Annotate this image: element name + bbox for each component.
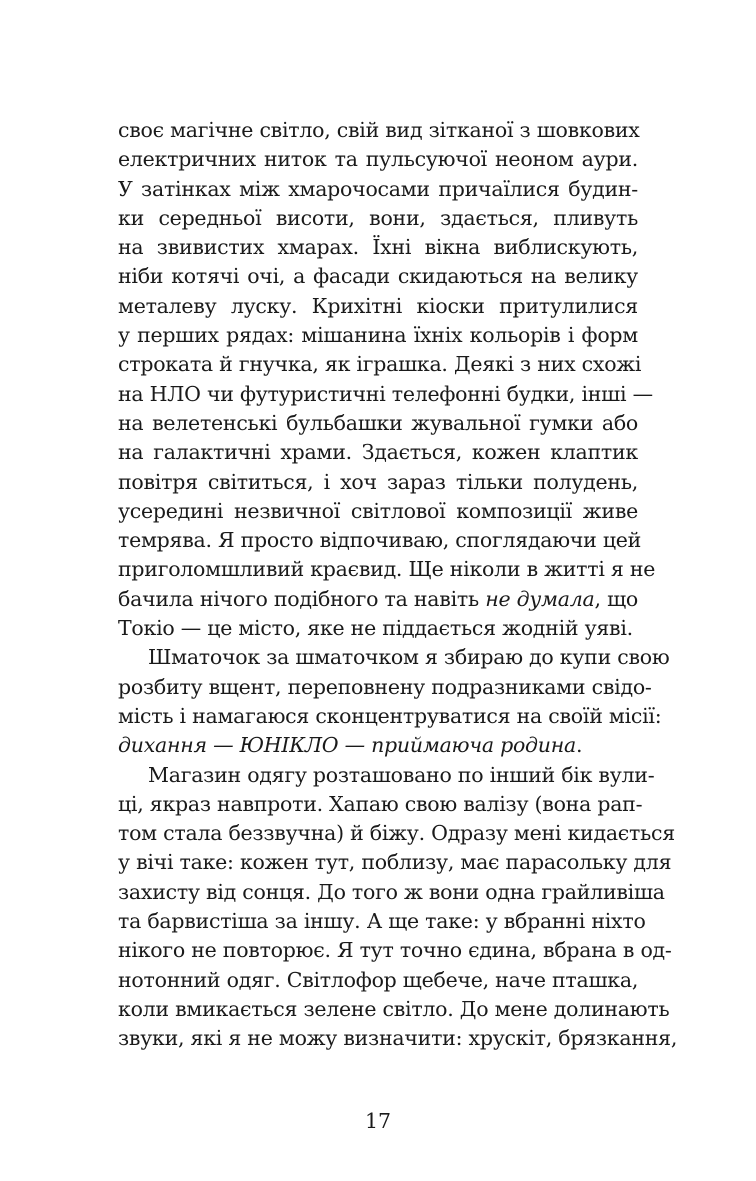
text-span: , що (594, 586, 639, 611)
text-span: своє магічне світло, свій вид зітканої з шовкових (118, 118, 640, 142)
text-span: ки середньої висоти, вони, здається, пливуть (118, 205, 638, 230)
text-span: приголомшливий краєвид. Ще ніколи в житті я не (118, 557, 656, 582)
text-span: нотонний одяг. Світлофор щебече, наче пташка, (118, 967, 639, 992)
text-line (118, 995, 670, 1024)
text-span: . (575, 733, 583, 758)
text-span: том стала беззвучна) й біжу. Одразу мені кидається (118, 821, 675, 846)
text-span: нікого не повторює. Я тут точно єдина, вбрана в од- (118, 938, 672, 963)
text-line (118, 233, 638, 262)
text-span: на НЛО чи футуристичні телефонні будки, інші — (118, 381, 653, 406)
text-line (118, 673, 652, 702)
text-line (118, 497, 638, 526)
text-line (118, 907, 646, 936)
text-span: розбиту вщент, переповнену подразниками свідо- (118, 674, 652, 699)
text-line (118, 790, 643, 819)
text-span: на звивистих хмарах. Їхні вікна виблискують, (118, 235, 638, 260)
text-line (118, 936, 672, 965)
text-span: захисту від сонця. До того ж вони одна грайливіша (118, 879, 665, 904)
text-line (118, 585, 638, 614)
italic-text-span: дихання — ЮНІКЛО — приймаюча родина (118, 733, 576, 758)
text-span: металеву луску. Крихітні кіоски притулилися (118, 293, 638, 318)
text-line (118, 175, 638, 204)
text-span: у вічі таке: кожен тут, поблизу, має парасольку для (118, 850, 672, 875)
text-span: повітря світиться, і хоч зараз тільки полудень, (118, 469, 638, 494)
text-span: Шматочок за шматочком я збираю до купи свою (148, 645, 670, 670)
text-line (118, 526, 642, 555)
text-line (118, 204, 638, 233)
text-line (118, 409, 638, 438)
text-span: електричних ниток та пульсуючої неоном аури. (118, 147, 638, 172)
text-line (118, 1024, 678, 1053)
text-span: Магазин одягу розташовано по інший бік вули- (148, 762, 655, 787)
text-line (118, 145, 638, 174)
text-line (118, 262, 638, 291)
text-span: на галактичні храми. Здається, кожен клаптик (118, 440, 638, 465)
text-line (118, 614, 638, 643)
text-line (118, 643, 670, 672)
text-span: темрява. Я просто відпочиваю, споглядаючи цей (118, 528, 642, 553)
text-line (118, 702, 662, 731)
text-line (118, 468, 638, 497)
text-span: ніби котячі очі, а фасади скидаються на велику (118, 264, 638, 289)
italic-text-span: не думала (485, 586, 595, 611)
text-line (118, 116, 638, 145)
text-line (118, 350, 642, 379)
text-span: бачила нічого подібного та навіть (118, 586, 486, 611)
book-page-body (118, 116, 678, 1054)
text-line (118, 438, 638, 467)
text-span: звуки, які я не можу визначити: хрускіт, брязкання, (118, 1026, 678, 1051)
text-span: У затінках між хмарочосами причаїлися будин- (118, 176, 638, 201)
text-span: усередині незвичної світлової композиції живе (118, 498, 638, 523)
text-span: та барвистіша за іншу. А ще таке: у вбранні ніхто (118, 909, 646, 934)
text-span: ці, якраз навпроти. Хапаю свою валізу (вона рап- (118, 791, 643, 816)
text-line (118, 380, 653, 409)
text-line (118, 292, 638, 321)
text-span: у перших рядах: мішанина їхніх кольорів і форм (118, 323, 638, 348)
text-line (118, 819, 675, 848)
text-line (118, 848, 672, 877)
text-line (118, 878, 665, 907)
text-line (118, 731, 638, 760)
text-line (118, 555, 656, 584)
text-line (118, 321, 638, 350)
text-span: коли вмикається зелене світло. До мене долинають (118, 996, 670, 1021)
text-line (118, 966, 638, 995)
page-number: 17 (364, 1109, 392, 1133)
text-span: мість і намагаюся сконцентруватися на своїй місії: (118, 703, 662, 728)
text-span: Токіо — це місто, яке не піддається жодній уяві. (118, 616, 633, 641)
text-line (118, 761, 655, 790)
text-span: на велетенські бульбашки жувальної гумки або (118, 410, 638, 435)
text-span: строката й гнучка, як іграшка. Деякі з них схожі (118, 352, 642, 377)
